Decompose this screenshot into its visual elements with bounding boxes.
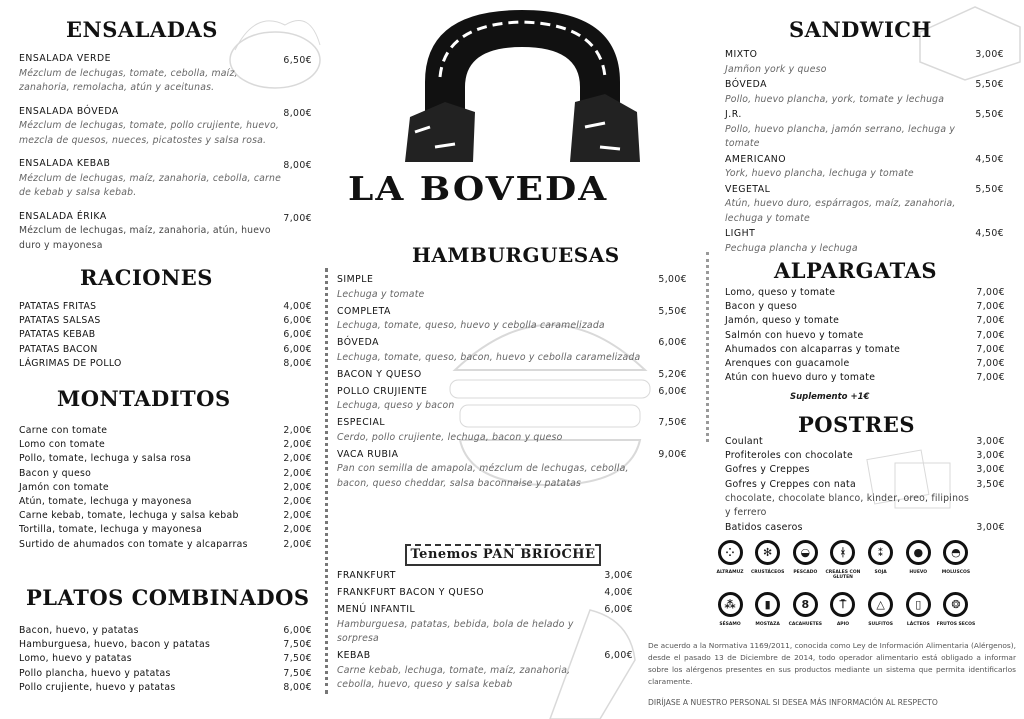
item-name: Hamburguesa, huevo, bacon y patatas (19, 639, 211, 651)
item-name: Gofres y Creppes con nata (725, 478, 856, 490)
item-price: 3,00€ (976, 450, 1005, 462)
menu-item (19, 467, 312, 481)
item-description: Mézclum de lechugas, maíz, zanahoria, cebolla, carne de kebab y salsa kebab. (19, 172, 282, 198)
dotted-divider (706, 252, 709, 442)
menu-item (19, 314, 312, 328)
allergen-label: LÁCTEOS (906, 622, 930, 627)
menu-item (19, 357, 312, 371)
item-price: 8,00€ (283, 160, 312, 171)
hamburguesas-list (337, 273, 687, 494)
item-price: 6,00€ (283, 625, 312, 636)
item-price: 3,00€ (976, 436, 1005, 447)
menu-item-text (725, 521, 803, 535)
allergen-legend (712, 540, 974, 580)
item-price: 7,00€ (976, 287, 1005, 298)
menu-item-text (725, 449, 853, 463)
allergen-item (712, 592, 748, 627)
item-description: Lechuga, tomate, queso, huevo y cebolla caramelizada (337, 320, 605, 331)
menu-item (337, 336, 687, 365)
item-description: Lechuga, tomate, queso, bacon, huevo y cebolla caramelizada (337, 351, 641, 363)
menu-item (725, 227, 1004, 256)
menu-item (19, 624, 312, 638)
menu-item (725, 314, 1005, 328)
item-price: 4,00€ (604, 587, 633, 598)
item-name: Gofres y Creppes (725, 464, 810, 476)
item-price: 4,00€ (283, 301, 312, 312)
menu-item-text (337, 368, 422, 383)
menu-item-text (19, 681, 175, 695)
item-name: ESPECIAL (337, 417, 386, 428)
menu-item-text (19, 509, 239, 523)
item-price: 8,00€ (283, 681, 312, 693)
menu-item (19, 452, 312, 466)
item-price: 6,00€ (658, 385, 687, 397)
nuts-icon: ❂ (943, 592, 968, 617)
menu-item (19, 509, 312, 523)
allergen-label: CRUSTÁCEOS (751, 570, 785, 575)
item-description: Lechuga y tomate (337, 288, 425, 300)
menu-item-text (725, 227, 858, 256)
item-description: Atún, huevo duro, espárragos, maíz, zanahoria, lechuga y tomate (725, 198, 956, 224)
menu-item-text (19, 157, 283, 201)
menu-item-text (725, 435, 763, 449)
item-name: FRANKFURT (337, 570, 396, 581)
menu-item (19, 424, 312, 438)
item-name: VEGETAL (725, 183, 771, 195)
item-description: Pollo, huevo plancha, jamón serrano, lechuga y tomate (725, 123, 956, 149)
allergen-item (825, 540, 861, 580)
item-price: 7,00€ (976, 329, 1005, 341)
menu-item (19, 638, 312, 652)
menu-item (337, 385, 687, 414)
menu-item (19, 652, 312, 666)
item-name: BÓVEDA (725, 79, 767, 90)
item-description: Pechuga plancha y lechuga (725, 242, 858, 254)
item-price: 2,00€ (283, 453, 312, 465)
item-name: Batidos caseros (725, 521, 803, 533)
menu-item-text (19, 667, 171, 681)
sandwich-list (725, 48, 1004, 257)
item-name: FRANKFURT BACON Y QUESO (337, 587, 485, 598)
menu-item-text (337, 385, 454, 414)
item-description: Carne kebab, lechuga, tomate, maíz, zanahoria, cebolla, huevo, queso y salsa kebab (337, 664, 571, 690)
menu-item-text (725, 478, 976, 521)
menu-item (19, 300, 312, 314)
menu-item-text (19, 424, 107, 438)
item-price: 2,00€ (283, 467, 312, 479)
menu-item (725, 153, 1004, 182)
item-price: 2,00€ (283, 510, 312, 522)
menu-item (19, 667, 312, 681)
item-price: 2,00€ (283, 481, 312, 493)
menu-item (725, 300, 1005, 314)
menu-item-text (337, 586, 484, 601)
fish-icon: ◒ (793, 540, 818, 565)
menu-item (725, 183, 1004, 227)
menu-item-text (337, 603, 604, 647)
menu-item (725, 108, 1004, 152)
menu-item-text (725, 78, 944, 107)
menu-item (725, 48, 1004, 77)
menu-item-text (725, 329, 863, 343)
item-price: 4,50€ (975, 153, 1004, 165)
peanut-icon: 8 (793, 592, 818, 617)
item-name: COMPLETA (337, 305, 391, 317)
menu-item (725, 478, 1005, 521)
raciones-list (19, 300, 312, 371)
menu-item-text (19, 652, 132, 666)
item-price: 3,00€ (604, 570, 633, 581)
menu-item (725, 343, 1005, 357)
item-price: 6,00€ (283, 343, 312, 355)
allergen-item (900, 592, 936, 627)
section-title-raciones: RACIONES (80, 265, 213, 290)
item-name: Tortilla, tomate, lechuga y mayonesa (19, 524, 203, 536)
item-name: Pollo crujiente, huevo y patatas (19, 681, 176, 693)
menu-item-text (337, 273, 424, 302)
item-name: Atún, tomate, lechuga y mayonesa (19, 496, 192, 508)
allergen-label: SOJA (874, 570, 887, 575)
item-name: Ahumados con alcaparras y tomate (725, 343, 901, 355)
menu-item-text (337, 569, 396, 584)
menu-item-text (337, 416, 562, 445)
menu-item-text (19, 52, 283, 96)
item-name: Carne con tomate (19, 425, 108, 436)
mustard-icon: ▮ (755, 592, 780, 617)
item-name: LIGHT (725, 228, 756, 239)
menu-item (19, 157, 312, 201)
item-price: 7,50€ (283, 667, 312, 679)
menu-item-text (725, 463, 810, 477)
menu-item-text (19, 624, 139, 638)
allergen-label: APIO (836, 622, 850, 627)
menu-item (19, 438, 312, 452)
menu-item-text (725, 300, 797, 314)
item-name: PATATAS SALSAS (19, 315, 101, 327)
allergen-label: CACAHUETES (788, 622, 823, 627)
item-name: Carne kebab, tomate, lechuga y salsa kebab (19, 510, 239, 522)
menu-item (19, 328, 312, 342)
soy-icon: ⁑ (868, 540, 893, 565)
item-name: MIXTO (725, 49, 758, 60)
allergen-item (712, 540, 748, 580)
item-price: 2,00€ (283, 538, 312, 550)
item-price: 5,20€ (658, 368, 687, 380)
menu-item-text (725, 286, 835, 300)
allergen-legal-notice: De acuerdo a la Normativa 1169/2011, conocida como Ley de Información Alimentaria (Alérgenos), desde el pasado 13 de Diciembre de 2014, todo operador alimentario está obligado a informar sobre los alérgenos presentes en sus productos mediante un sistema que permita identificarlos claramente. (648, 641, 1016, 686)
menu-item (725, 521, 1005, 535)
allergen-legend (712, 592, 974, 627)
item-name: Bacon y queso (19, 467, 92, 479)
allergen-item (825, 592, 861, 627)
menu-item (337, 586, 633, 601)
menu-item (725, 286, 1005, 300)
item-name: SIMPLE (337, 274, 374, 285)
item-name: AMERICANO (725, 153, 787, 165)
menu-item (337, 649, 633, 693)
menu-item-text (337, 448, 658, 492)
allergen-label: SULFITOS (868, 622, 893, 627)
item-price: 3,00€ (975, 49, 1004, 60)
brand-name: LA BOVEDA (348, 170, 609, 208)
item-description: Cerdo, pollo crujiente, lechuga, bacon y queso (337, 431, 563, 443)
item-price: 7,50€ (283, 639, 312, 651)
item-name: Bacon y queso (725, 301, 798, 313)
item-name: Lomo con tomate (19, 439, 106, 451)
menu-item (19, 210, 312, 254)
menu-item-text (19, 523, 202, 537)
item-price: 2,00€ (283, 439, 312, 451)
item-description: Pollo, huevo plancha, york, tomate y lechuga (725, 93, 945, 105)
item-price: 7,00€ (976, 358, 1005, 370)
menu-item-text (19, 495, 192, 509)
allergen-label: MOLUSCOS (941, 570, 971, 575)
menu-item-text (19, 638, 210, 652)
item-price: 7,00€ (976, 372, 1005, 384)
item-name: Lomo, huevo y patatas (19, 653, 132, 665)
item-price: 5,50€ (975, 183, 1004, 195)
item-price: 8,00€ (283, 357, 312, 369)
item-description: Jamñon york y queso (725, 63, 827, 75)
wheat-icon: ᚼ (830, 540, 855, 565)
item-price: 2,00€ (283, 524, 312, 536)
menu-item (19, 523, 312, 537)
crab-icon: ✻ (755, 540, 780, 565)
menu-item (725, 329, 1005, 343)
lupin-icon: ⁘ (718, 540, 743, 565)
item-description: Pan con semilla de amapola, mézclum de lechugas, cebolla, bacon, queso cheddar, salsa baconnaise y patatas (337, 463, 629, 489)
item-price: 3,00€ (976, 464, 1005, 476)
menu-item-text (19, 467, 91, 481)
item-name: KEBAB (337, 650, 371, 661)
item-price: 7,00€ (976, 343, 1005, 355)
item-price: 2,00€ (283, 425, 312, 436)
item-price: 9,00€ (658, 448, 687, 460)
menu-item-text (19, 452, 191, 466)
item-name: Coulant (725, 436, 763, 447)
item-name: Profiteroles con chocolate (725, 450, 853, 462)
item-name: PATATAS KEBAB (19, 329, 96, 341)
menu-item (19, 481, 312, 495)
menu-item (337, 603, 633, 647)
item-name: Atún con huevo duro y tomate (725, 372, 876, 384)
item-name: ENSALADA KEBAB (19, 158, 111, 169)
section-title-montaditos: MONTADITOS (57, 386, 231, 411)
item-price: 7,00€ (976, 301, 1005, 313)
milk-icon: ▯ (906, 592, 931, 617)
item-price: 6,50€ (283, 55, 312, 66)
item-name: BACON Y QUESO (337, 368, 422, 380)
item-price: 5,50€ (975, 109, 1004, 120)
allergen-item (900, 540, 936, 580)
menu-item (19, 495, 312, 509)
menu-item-text (725, 343, 900, 357)
item-name: Lomo, queso y tomate (725, 287, 836, 298)
menu-item (725, 449, 1005, 463)
allergen-item (750, 540, 786, 580)
allergen-item (863, 592, 899, 627)
item-price: 3,50€ (976, 478, 1005, 490)
allergen-item (787, 592, 823, 627)
menu-item (725, 435, 1005, 449)
menu-item (19, 538, 312, 552)
item-price: 7,50€ (658, 417, 687, 428)
item-price: 5,00€ (658, 274, 687, 285)
item-price: 7,00€ (976, 315, 1005, 327)
item-description: Mézclum de lechugas, maíz, zanahoria, atún, huevo duro y mayonesa (19, 225, 271, 251)
allergen-label: PESCADO (793, 570, 818, 575)
allergen-item (787, 540, 823, 580)
egg-icon: ● (906, 540, 931, 565)
item-name: BÓVEDA (337, 337, 379, 348)
menu-item-text (337, 649, 604, 693)
item-name: POLLO CRUJIENTE (337, 385, 428, 397)
menu-item-text (725, 108, 975, 152)
allergen-label: SÉSAMO (719, 622, 741, 627)
item-description: Mézclum de lechugas, tomate, cebolla, maíz, zanahoria, remolacha, atún y aceitunas. (19, 67, 238, 93)
menu-item (337, 368, 687, 383)
menu-item-text (337, 336, 640, 365)
item-price: 6,00€ (604, 604, 633, 615)
item-price: 6,00€ (283, 315, 312, 327)
sulphites-icon: △ (868, 592, 893, 617)
pan-brioche-banner: Tenemos PAN BRIOCHE (405, 544, 601, 566)
allergen-item (750, 592, 786, 627)
menu-item (725, 357, 1005, 371)
item-price: 6,00€ (604, 650, 633, 661)
menu-item (19, 105, 312, 149)
menu-item-text (725, 48, 827, 77)
section-title-sandwich: SANDWICH (789, 17, 932, 42)
menu-item (337, 569, 633, 584)
item-name: ENSALADA VERDE (19, 53, 112, 64)
item-name: VACA RUBIA (337, 448, 399, 460)
item-name: Bacon, huevo, y patatas (19, 625, 139, 636)
menu-item-text (19, 210, 283, 254)
menu-item-text (19, 343, 98, 357)
menu-item-text (725, 153, 914, 182)
menu-item-text (725, 357, 850, 371)
item-price: 6,00€ (283, 329, 312, 341)
postres-list (725, 435, 1005, 535)
item-name: Pollo plancha, huevo y patatas (19, 667, 171, 679)
item-price: 3,00€ (976, 521, 1005, 533)
platos-list (19, 624, 312, 695)
menu-item (337, 416, 687, 445)
item-price: 5,50€ (975, 79, 1004, 90)
item-name: ENSALADA ÉRIKA (19, 210, 107, 222)
menu-item (337, 273, 687, 302)
montaditos-list (19, 424, 312, 552)
item-description: York, huevo plancha, lechuga y tomate (725, 168, 914, 179)
item-name: J.R. (725, 109, 742, 120)
section-title-hamburguesas: HAMBURGUESAS (412, 243, 620, 267)
suplemento-note: Suplemento +1€ (790, 392, 870, 402)
item-price: 6,00€ (658, 337, 687, 348)
item-description: Mézclum de lechugas, tomate, pollo crujiente, huevo, mezcla de quesos, nueces, picatostes y salsa rosa. (19, 120, 280, 146)
allergen-label: MOSTAZA (755, 622, 780, 627)
section-title-platos: PLATOS COMBINADOS (26, 585, 310, 610)
item-price: 7,00€ (283, 212, 312, 224)
menu-item (725, 463, 1005, 477)
item-name: Jamón, queso y tomate (725, 315, 840, 327)
celery-icon: ⍑ (830, 592, 855, 617)
menu-item-text (725, 183, 975, 227)
menu-item (337, 448, 687, 492)
menu-item (725, 371, 1005, 385)
sesame-icon: ⁂ (718, 592, 743, 617)
item-name: Jamón con tomate (19, 481, 109, 493)
shell-icon: ◓ (943, 540, 968, 565)
otros-list (337, 569, 633, 695)
menu-item (725, 78, 1004, 107)
menu-item-text (19, 328, 95, 342)
menu-item (19, 681, 312, 695)
menu-item-text (19, 538, 248, 552)
section-title-postres: POSTRES (798, 412, 916, 437)
menu-item-text (19, 438, 105, 452)
alpargatas-list (725, 286, 1005, 385)
menu-item-text (19, 314, 101, 328)
menu-item-text (19, 357, 122, 371)
item-name: Salmón con huevo y tomate (725, 329, 864, 341)
item-price: 4,50€ (975, 228, 1004, 239)
item-description: chocolate, chocolate blanco, kinder, oreo, filipinos y ferrero (725, 492, 970, 519)
menu-item-text (19, 105, 283, 149)
la-boveda-arch-logo (405, 2, 640, 167)
item-name: MENÚ INFANTIL (337, 604, 416, 615)
item-description: Hamburguesa, patatas, bebida, bola de helado y sorpresa (337, 618, 574, 644)
item-name: Surtido de ahumados con tomate y alcaparras (19, 538, 248, 550)
item-price: 2,00€ (283, 496, 312, 508)
menu-item (337, 305, 687, 334)
allergen-label: HUEVO (909, 570, 928, 575)
section-title-alpargatas: ALPARGATAS (774, 258, 938, 283)
menu-item-text (19, 481, 109, 495)
menu-item (19, 343, 312, 357)
allergen-item (863, 540, 899, 580)
item-price: 5,50€ (658, 305, 687, 317)
allergen-item (938, 592, 974, 627)
item-description: Lechuga, queso y bacon (337, 400, 455, 411)
item-name: Arenques con guacamole (725, 358, 850, 370)
item-name: Pollo, tomate, lechuga y salsa rosa (19, 453, 192, 465)
allergen-label: CREALES CON GLUTEN (825, 570, 861, 580)
item-price: 7,50€ (283, 653, 312, 665)
menu-item-text (725, 371, 875, 385)
item-name: LÁGRIMAS DE POLLO (19, 357, 122, 369)
menu-item-text (725, 314, 839, 328)
item-name: PATATAS BACON (19, 343, 98, 355)
allergen-label: FRUTOS SECOS (936, 622, 976, 627)
allergen-label: ALTRAMUZ (716, 570, 744, 575)
menu-item-text (337, 305, 605, 334)
item-name: PATATAS FRITAS (19, 301, 97, 312)
footer-note: DIRÍJASE A NUESTRO PERSONAL SI DESEA MÁS INFORMACIÓN AL RESPECTO (648, 698, 938, 707)
item-price: 8,00€ (283, 107, 312, 119)
allergen-item (938, 540, 974, 580)
ensaladas-list (19, 52, 312, 262)
dotted-divider (325, 268, 328, 694)
menu-item-text (19, 300, 96, 314)
item-name: ENSALADA BÓVEDA (19, 105, 119, 117)
menu-item (19, 52, 312, 96)
section-title-ensaladas: ENSALADAS (66, 17, 218, 42)
